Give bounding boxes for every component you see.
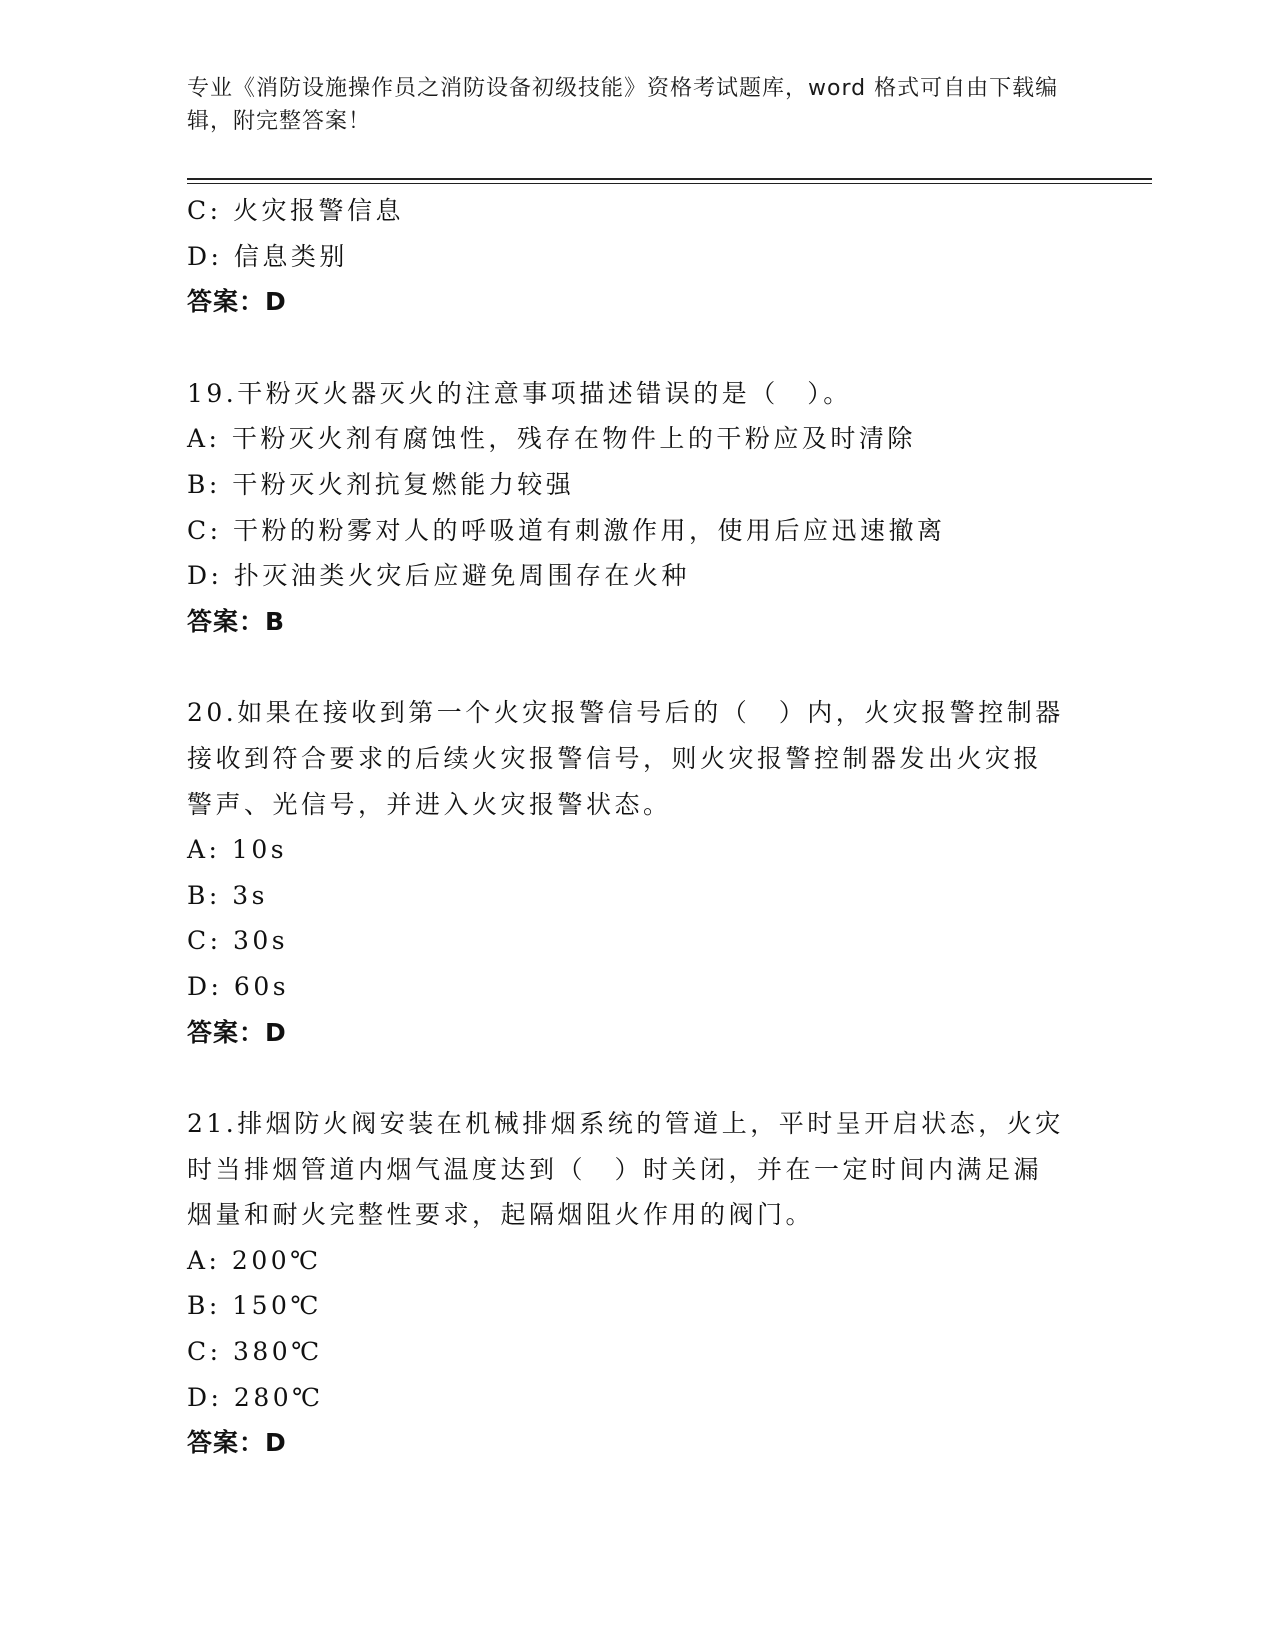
- answer-label: 答案：B: [187, 606, 286, 636]
- option-c: C: 30s: [187, 926, 289, 956]
- spacer: [187, 325, 1107, 371]
- option-b: B: 干粉灭火剂抗复燃能力较强: [187, 469, 575, 499]
- question-20: [187, 690, 1107, 1055]
- question-text: 21.排烟防火阀安装在机械排烟系统的管道上，平时呈开启状态，火灾时当排烟管道内烟气温度达到（ ）时关闭，并在一定时间内满足漏烟量和耐火完整性要求，起隔烟阻火作用的阀门。: [187, 1109, 1064, 1230]
- option-a: A: 10s: [187, 835, 288, 865]
- option-b: B: 150℃: [187, 1291, 322, 1321]
- question-text: 19.干粉灭火器灭火的注意事项描述错误的是（ ）。: [187, 378, 852, 408]
- option-d: D: 60s: [187, 971, 290, 1001]
- answer-label: 答案：D: [187, 1428, 287, 1458]
- option-a: A: 200℃: [187, 1245, 322, 1275]
- spacer: [187, 644, 1107, 690]
- option-a: A: 干粉灭火剂有腐蚀性，残存在物件上的干粉应及时清除: [187, 424, 916, 454]
- option-c: C: 干粉的粉雾对人的呼吸道有刺激作用，使用后应迅速撤离: [187, 515, 946, 545]
- question-text: 20.如果在接收到第一个火灾报警信号后的（ ）内，火灾报警控制器接收到符合要求的后续火灾报警信号，则火灾报警控制器发出火灾报警声、光信号，并进入火灾报警状态。: [187, 698, 1064, 819]
- document-header: 专业《消防设施操作员之消防设备初级技能》资格考试题库，word 格式可自由下载编辑，附完整答案！: [187, 76, 1059, 134]
- header-divider-thick: [187, 178, 1152, 180]
- option-b: B: 3s: [187, 880, 268, 910]
- option-d: D: 280℃: [187, 1382, 324, 1412]
- option-c: C: 380℃: [187, 1337, 323, 1367]
- previous-question: [187, 188, 1107, 325]
- spacer: [187, 1055, 1107, 1101]
- question-21: [187, 1101, 1107, 1466]
- header-divider-thin: [187, 183, 1152, 184]
- option-c: C: 火灾报警信息: [187, 196, 404, 225]
- question-19: [187, 371, 1107, 645]
- option-d: D: 扑灭油类火灾后应避免周围存在火种: [187, 561, 690, 591]
- question-content: [187, 188, 1107, 1466]
- option-d: D: 信息类别: [187, 241, 348, 271]
- answer-label: 答案：D: [187, 1017, 287, 1047]
- answer-label: 答案：D: [187, 287, 287, 317]
